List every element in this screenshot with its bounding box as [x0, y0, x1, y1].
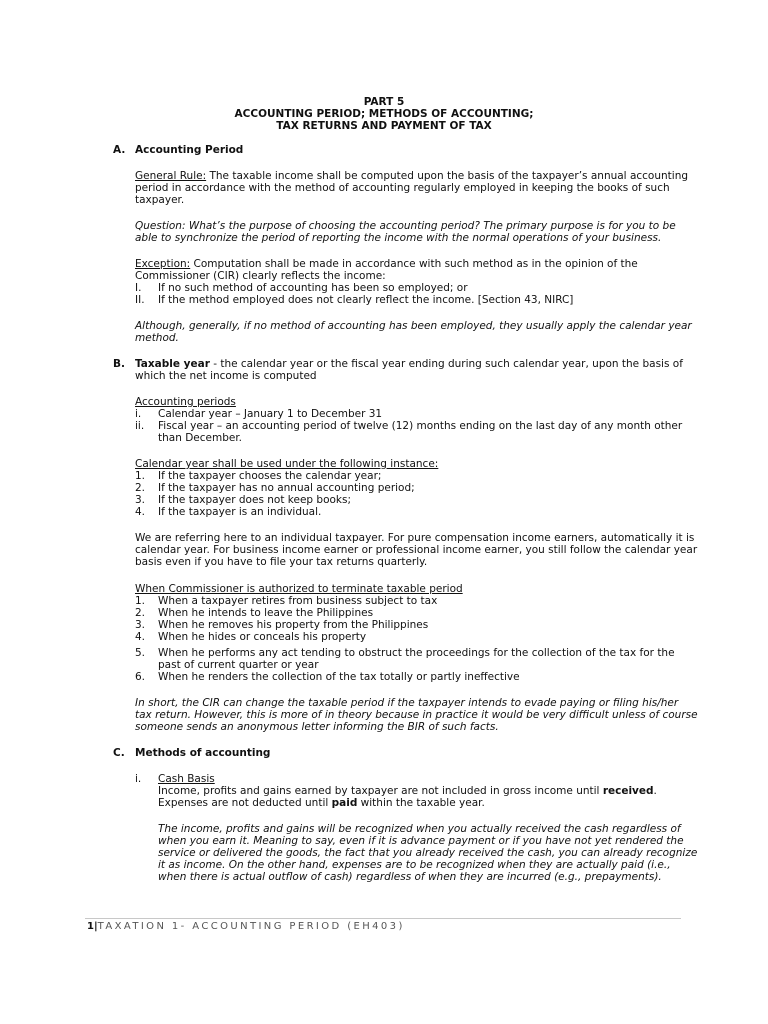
calendar-item-num: 3. [135, 494, 146, 506]
terminate-item-num: 3. [135, 619, 146, 631]
section-b-letter: B. [113, 358, 125, 370]
cash-italic-line-4: it as income. On the other hand, expenses are to be recognized when they are actually paid (i.e., [158, 859, 671, 871]
calendar-item-num: 4. [135, 506, 146, 518]
general-rule-line-3: taxpayer. [135, 194, 185, 206]
para-line-2: calendar year. For business income earner or professional income earner, you still follow the calendar year [135, 544, 698, 556]
cash-line-1 [158, 785, 657, 797]
short-line-1: In short, the CIR can change the taxable period if the taxpayer intends to evade paying or filing his/her [135, 697, 679, 709]
section-c-heading: Methods of accounting [135, 747, 271, 759]
general-rule-line-1 [135, 170, 688, 182]
cash-italic-line-5: when there is actual outflow of cash) regardless of when they are incurred (e.g., prepayments). [158, 871, 662, 883]
cash-line-1-text: Income, profits and gains earned by taxpayer are not included in gross income until [158, 785, 603, 797]
note-line-1: Although, generally, if no method of accounting has been employed, they usually apply the calendar year [135, 320, 692, 332]
footer-page-number: 1 [87, 921, 94, 932]
section-a-letter: A. [113, 144, 126, 156]
terminate-item-num: 4. [135, 631, 146, 643]
cash-italic-line-3: service or delivered the goods, the fact that you already received the cash, you can already recognize [158, 847, 698, 859]
exception-item-text: If the method employed does not clearly reflect the income. [Section 43, NIRC] [158, 294, 574, 306]
cash-line-2-text: Expenses are not deducted until [158, 797, 332, 809]
sub-label: Cash Basis [158, 773, 215, 785]
cash-line-2-end: within the taxable year. [357, 797, 485, 809]
period-num: i. [135, 408, 142, 420]
note-line-2: method. [135, 332, 179, 344]
general-rule-line-2: period in accordance with the method of accounting regularly employed in keeping the books of such [135, 182, 670, 194]
terminate-item-text: When a taxpayer retires from business subject to tax [158, 595, 438, 607]
cash-italic-line-2: when you earn it. Meaning to say, even if it is advance payment or if you have not yet rendered the [158, 835, 684, 847]
terminate-item-text: When he renders the collection of the tax totally or partly ineffective [158, 671, 520, 683]
terminate-label: When Commissioner is authorized to terminate taxable period [135, 583, 463, 595]
calendar-item-num: 2. [135, 482, 146, 494]
section-b-heading: Taxable year [135, 358, 210, 370]
title-line-2: TAX RETURNS AND PAYMENT OF TAX [276, 120, 492, 132]
exception-item-num: II. [135, 294, 145, 306]
para-line-3: basis even if you have to file your tax returns quarterly. [135, 556, 428, 568]
section-b-line-1 [135, 358, 683, 370]
section-c-letter: C. [113, 747, 125, 759]
question-line-1: Question: What’s the purpose of choosing the accounting period? The primary purpose is for you to be [135, 220, 676, 232]
exception-line-1 [135, 258, 638, 270]
para-line-1: We are referring here to an individual taxpayer. For pure compensation income earners, automatically it is [135, 532, 695, 544]
period-text-cont: than December. [158, 432, 243, 444]
exception-item-text: If no such method of accounting has been so employed; or [158, 282, 468, 294]
period-text: Fiscal year – an accounting period of twelve (12) months ending on the last day of any month other [158, 420, 683, 432]
terminate-item-num: 2. [135, 607, 146, 619]
exception-label: Exception: [135, 258, 191, 270]
part-label: PART 5 [363, 96, 405, 108]
general-rule-text: The taxable income shall be computed upon the basis of the taxpayer’s annual accounting [206, 170, 689, 182]
terminate-item-text: When he removes his property from the Philippines [158, 619, 429, 631]
calendar-label: Calendar year shall be used under the following instance: [135, 458, 439, 470]
calendar-item-text: If the taxpayer is an individual. [158, 506, 322, 518]
exception-line-2: Commissioner (CIR) clearly reflects the income: [135, 270, 386, 282]
section-b-heading-rest: - the calendar year or the fiscal year ending during such calendar year, upon the basis of [209, 358, 683, 370]
cash-line-1-end: . [653, 785, 657, 797]
terminate-item-text: When he performs any act tending to obstruct the proceedings for the collection of the tax for the [158, 647, 675, 659]
footer-separator: | [93, 921, 98, 932]
calendar-item-text: If the taxpayer chooses the calendar year; [158, 470, 382, 482]
terminate-item-text: When he intends to leave the Philippines [158, 607, 374, 619]
general-rule-label: General Rule: [135, 170, 207, 182]
title-line-1: ACCOUNTING PERIOD; METHODS OF ACCOUNTING; [234, 108, 534, 120]
footer-title: TAXATION 1- ACCOUNTING PERIOD (EH403) [97, 921, 405, 932]
footer [87, 921, 405, 932]
question-line-2: able to synchronize the period of reporting the income with the normal operations of your business. [135, 232, 662, 244]
period-text: Calendar year – January 1 to December 31 [158, 408, 383, 420]
periods-label: Accounting periods [135, 396, 236, 408]
section-a-heading: Accounting Period [135, 144, 244, 156]
terminate-item-cont: past of current quarter or year [158, 659, 319, 671]
calendar-item-text: If the taxpayer does not keep books; [158, 494, 352, 506]
calendar-item-text: If the taxpayer has no annual accounting period; [158, 482, 415, 494]
terminate-item-num: 6. [135, 671, 146, 683]
terminate-item-text: When he hides or conceals his property [158, 631, 367, 643]
footer-rule [85, 918, 681, 919]
terminate-item-num: 1. [135, 595, 146, 607]
cash-line-2-bold: paid [331, 797, 358, 809]
exception-text: Computation shall be made in accordance with such method as in the opinion of the [190, 258, 638, 270]
cash-line-2 [158, 797, 485, 809]
calendar-item-num: 1. [135, 470, 146, 482]
short-line-3: someone sends an anonymous letter informing the BIR of such facts. [135, 721, 499, 733]
cash-italic-line-1: The income, profits and gains will be recognized when you actually received the cash regardless of [158, 823, 681, 835]
period-num: ii. [135, 420, 145, 432]
short-line-2: tax return. However, this is more of in theory because in practice it would be very difficult unless of course [135, 709, 698, 721]
cash-line-1-bold: received [602, 785, 654, 797]
terminate-item-num: 5. [135, 647, 146, 659]
sub-num: i. [135, 773, 142, 785]
section-b-line-2: which the net income is computed [135, 370, 317, 382]
exception-item-num: I. [135, 282, 142, 294]
